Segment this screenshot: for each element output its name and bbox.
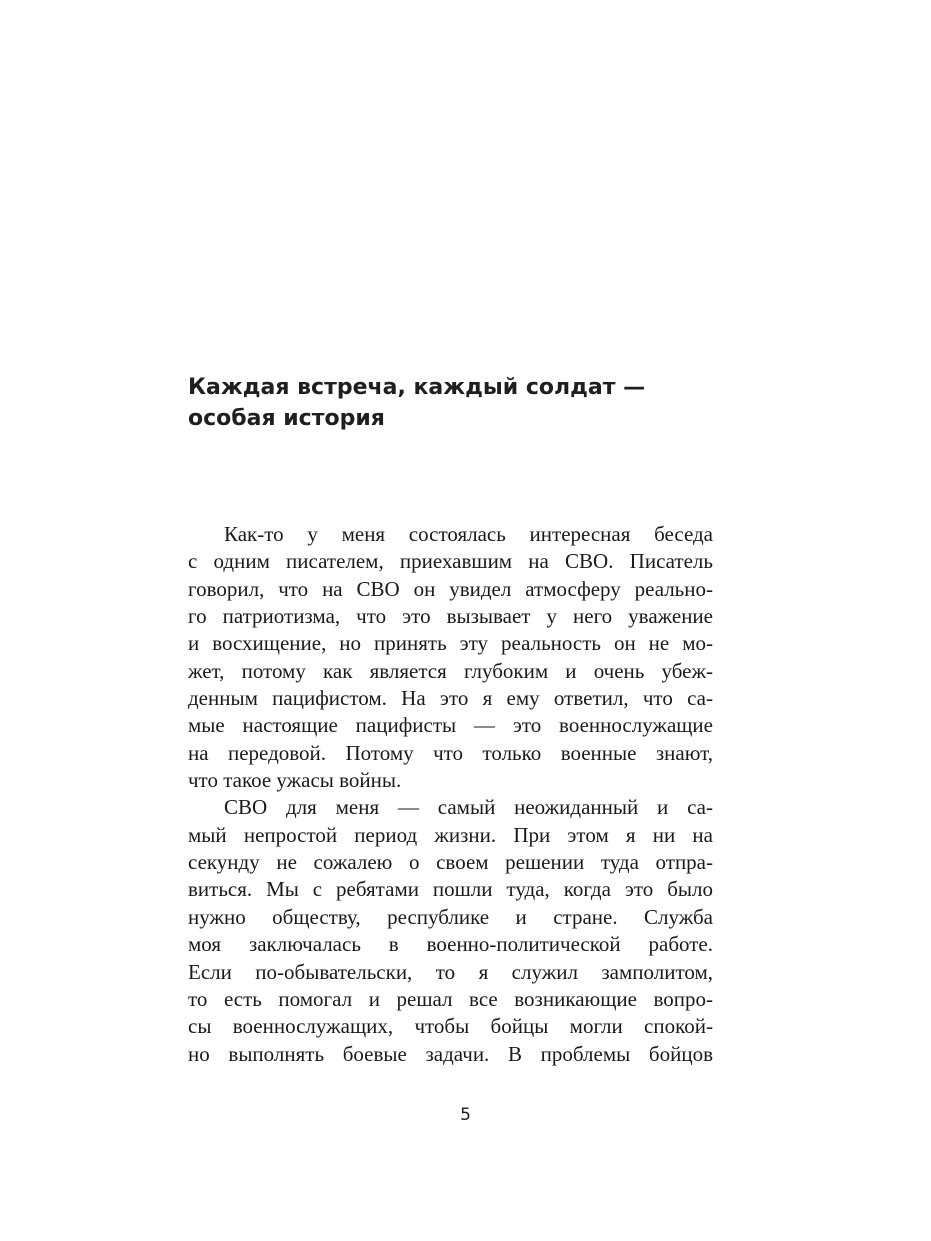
page-number: 5 (460, 1105, 471, 1125)
paragraph (188, 794, 713, 1067)
text-line: го патриотизма, что это вызывает у него уважение (188, 604, 713, 629)
text-line: секунду не сожалею о своем решении туда отпра- (188, 850, 713, 875)
text-line: и восхищение, но принять эту реальность он не мо- (188, 631, 713, 656)
text-line: Если по-обывательски, то я служил замполитом, (188, 959, 713, 984)
chapter-title-line: Каждая встреча, каждый солдат — (188, 375, 646, 400)
text-line: мые настоящие пацифисты — это военнослужащие (188, 713, 713, 738)
text-line: но выполнять боевые задачи. В проблемы бойцов (188, 1041, 713, 1066)
text-line: жет, потому как является глубоким и очень убеж- (188, 658, 713, 683)
text-line: виться. Мы с ребятами пошли туда, когда это было (188, 877, 713, 902)
paragraph (188, 521, 713, 794)
chapter-title-line: особая история (188, 406, 385, 431)
text-line: что такое ужасы войны. (188, 768, 402, 793)
text-line: сы военнослужащих, чтобы бойцы могли спокой- (188, 1014, 713, 1039)
text-line: Как-то у меня состоялась интересная беседа (224, 522, 713, 546)
text-line: с одним писателем, приехавшим на СВО. Писатель (188, 549, 713, 574)
text-line: то есть помогал и решал все возникающие вопро- (188, 986, 713, 1011)
chapter-title (188, 372, 748, 434)
text-line: говорил, что на СВО он увидел атмосферу реально- (188, 576, 713, 601)
text-line: СВО для меня — самый неожиданный и са- (224, 795, 713, 820)
body-text (188, 521, 713, 1068)
text-line: нужно обществу, республике и стране. Служба (188, 904, 713, 929)
text-line: денным пацифистом. На это я ему ответил, что са- (188, 686, 713, 711)
text-line: на передовой. Потому что только военные знают, (188, 740, 713, 765)
text-line: моя заключалась в военно-политической работе. (188, 932, 713, 957)
text-line: мый непростой период жизни. При этом я ни на (188, 822, 713, 847)
